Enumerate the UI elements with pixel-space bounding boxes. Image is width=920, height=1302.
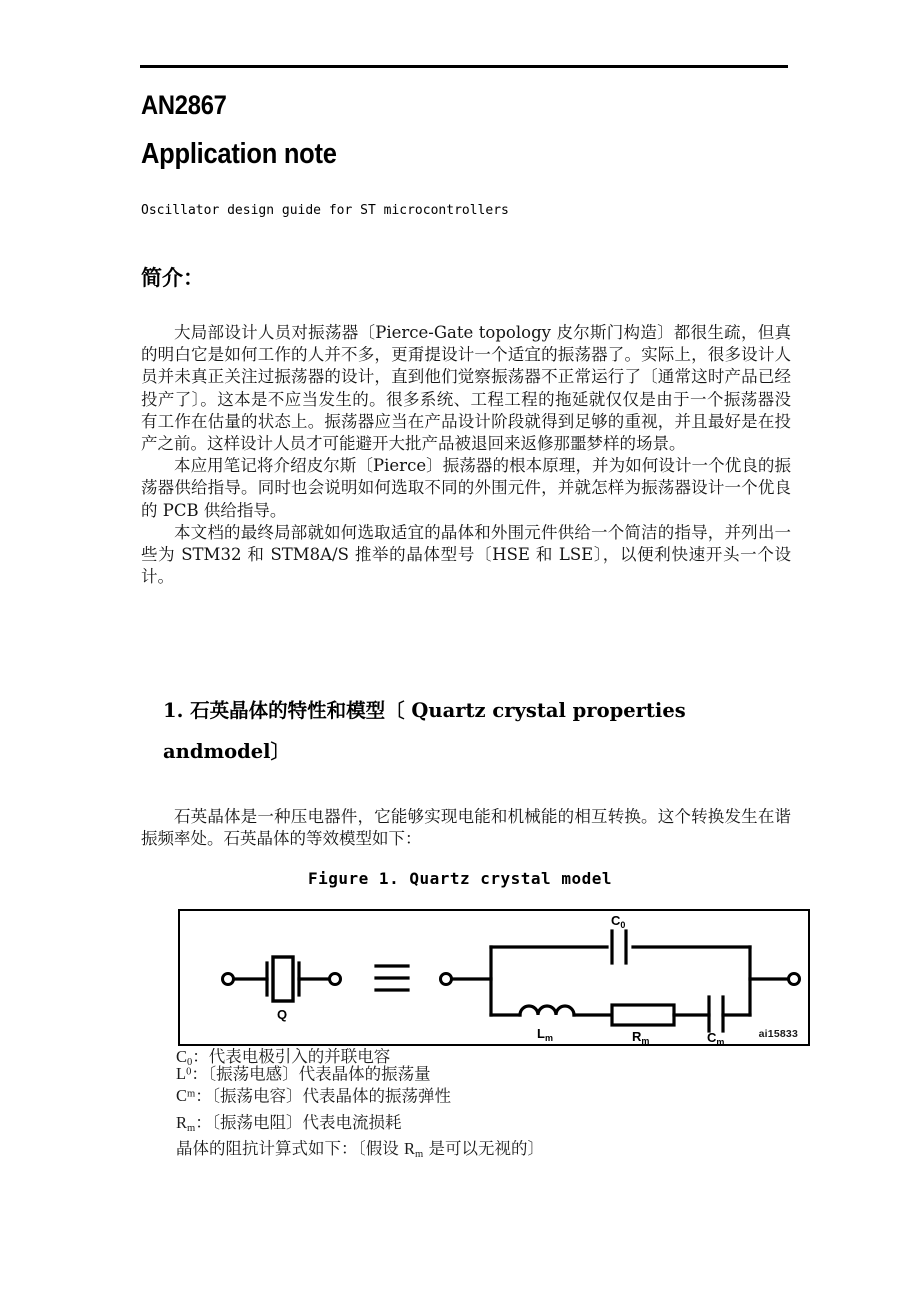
crystal-symbol-label: Q <box>277 1007 288 1022</box>
legend-closing-symbol <box>404 1139 423 1158</box>
equiv-left-terminal-node <box>441 974 452 985</box>
legend-closing-symbol-letter: R <box>404 1139 416 1158</box>
legend-closing-line <box>176 1139 544 1164</box>
rm-label: $R_m$ <box>632 1029 650 1044</box>
document-number: AN2867 <box>141 90 227 120</box>
legend-closing-prefix: 晶体的阻抗计算式如下：〔假设 <box>176 1139 404 1158</box>
legend-closing-suffix: 是可以无视的〕 <box>423 1139 544 1158</box>
legend-text-c0: ：代表电极引入的并联电容 <box>192 1047 391 1066</box>
intro-body-text <box>141 322 791 588</box>
intro-section-label: 简介： <box>141 265 204 290</box>
legend-text-cm: ：〔振荡电容〕代表晶体的振荡弹性 <box>195 1086 451 1106</box>
crystal-left-terminal-node <box>223 974 234 985</box>
crystal-right-terminal-node <box>330 974 341 985</box>
lm-inductor-coil <box>520 1006 574 1015</box>
legend-symbol-cm: $C^m$ <box>176 1086 196 1106</box>
c0-label: $C_0$ <box>611 913 626 930</box>
rm-resistor-body <box>612 1005 674 1025</box>
legend-item-lm <box>176 1063 431 1083</box>
figure-1-caption: Figure 1. Quartz crystal model <box>308 869 612 888</box>
legend-item-rm <box>176 1113 401 1138</box>
section-1-heading: 1. 石英晶体的特性和模型〔 Quartz crystal properties andmodel〕 <box>163 699 686 763</box>
legend-item-cm <box>176 1085 451 1105</box>
quartz-crystal-model-diagram <box>180 911 808 1044</box>
figure-id-label: ai15833 <box>758 1028 798 1040</box>
crystal-body-rect <box>273 957 293 1001</box>
section-1-paragraph: 石英晶体是一种压电器件，它能够实现电能和机械能的相互转换。这个转换发生在谐振频率处。石英晶体的等效模型如下： <box>141 807 791 849</box>
legend-symbol-c0: $C_0$ <box>176 1047 193 1068</box>
section-1-body-text <box>141 806 791 850</box>
intro-paragraph-2: 本应用笔记将介绍皮尔斯〔Pierce〕振荡器的根本原理，并为如何设计一个优良的振荡器供给指导。同时也会说明如何选取不同的外围元件，并就怎样为振荡器设计一个优良的 PCB 供给指导。 <box>141 456 791 520</box>
intro-paragraph-1: 大局部设计人员对振荡器〔Pierce-Gate topology 皮尔斯门构造〕都很生疏，但真的明白它是如何工作的人并不多，更甭提设计一个适宜的振荡器了。实际上，很多设计人员并未真正关注过振荡器的设计，直到他们觉察振荡器不正常运行了〔通常这时产品已经投产了〕。这本是不应当发生的。很多系统、工程工程的拖延就仅仅是由于一个振荡器没有工作在估量的状态上。振荡器应当在产品设计阶段就得到足够的重视，并且最好是在投产之前。这样设计人员才可能避开大批产品被退回来返修那噩梦样的场景。 <box>141 323 791 454</box>
legend-subscript-rm: m <box>187 1122 196 1134</box>
figure-1-quartz-crystal-model <box>178 909 810 1046</box>
document-subtitle: Oscillator design guide for ST microcontrollers <box>141 203 509 218</box>
legend-subscript-cm: m <box>187 1089 196 1100</box>
cm-label: $C_m$ <box>707 1030 725 1044</box>
legend-symbol-rm: $R_m$ <box>176 1113 196 1134</box>
intro-paragraph-3: 本文档的最终局部就如何选取适宜的晶体和外围元件供给一个简洁的指导，并列出一些为 STM32 和 STM8A/S 推举的晶体型号〔HSE 和 LSE〕，以便利快速开头一个设计。 <box>141 522 791 587</box>
document-title: Application note <box>141 138 337 170</box>
legend-subscript-c0: 0 <box>187 1056 193 1068</box>
legend-closing-subscript: m <box>415 1148 424 1160</box>
legend-subscript-lm: 0 <box>186 1067 192 1078</box>
equiv-right-terminal-node <box>789 974 800 985</box>
legend-text-lm: ：〔振荡电感〕代表晶体的振荡量 <box>191 1064 431 1084</box>
header-rule <box>140 65 788 68</box>
legend-symbol-lm: $L^0$ <box>176 1064 192 1084</box>
legend-text-rm: ：〔振荡电阻〕代表电流损耗 <box>195 1113 402 1132</box>
equivalence-icon <box>376 966 408 990</box>
lm-label: $L_m$ <box>537 1026 553 1043</box>
